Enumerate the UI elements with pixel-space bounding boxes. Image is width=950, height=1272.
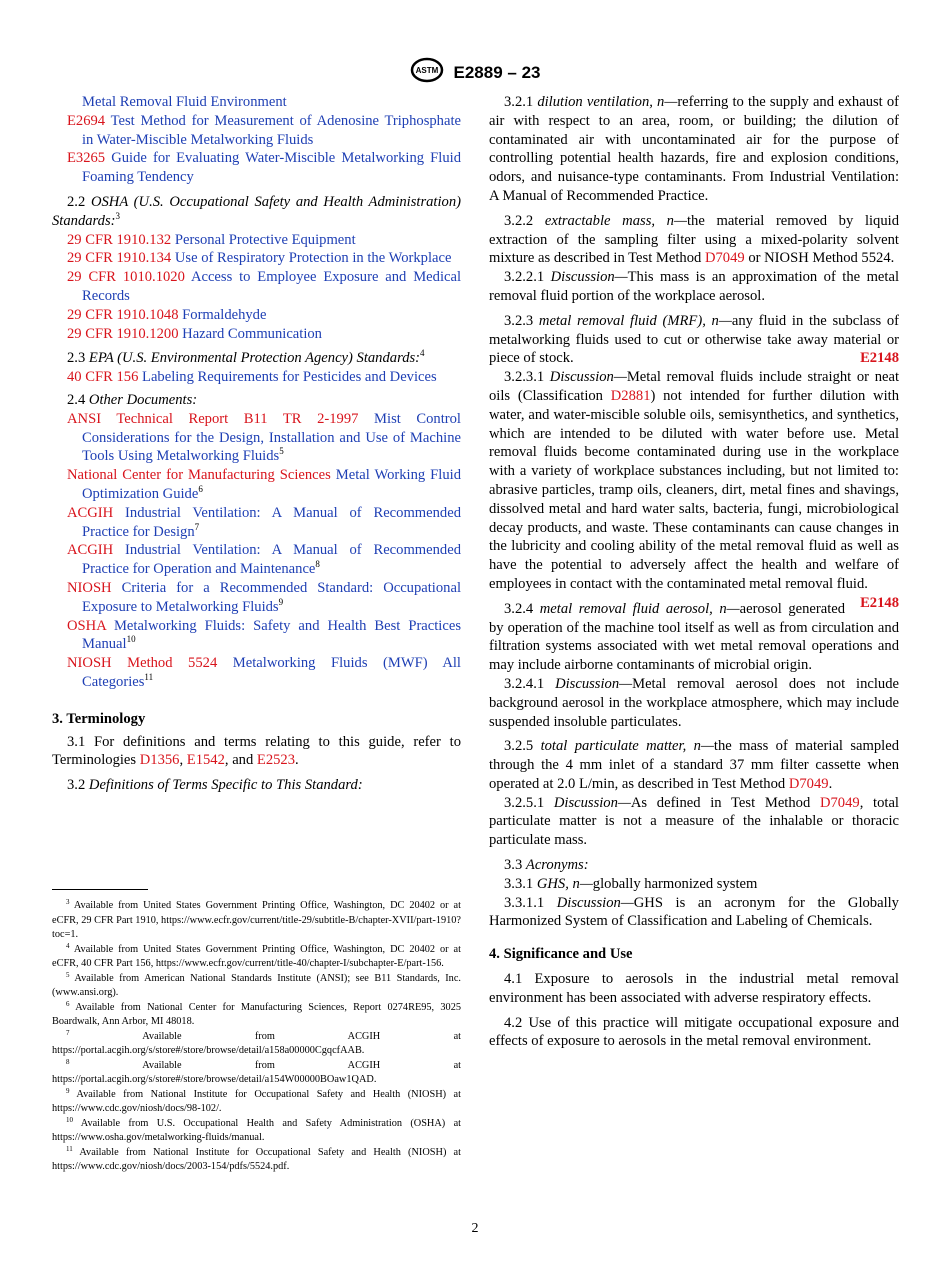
footnote: $^3$ Available from United States Government Printing Office, Washington, DC 20402 or at eCFR, 29 CFR Part 1910, https://www.ecfr.gov/current/title-29/subtitle-B/chapter-XVII/part-1910?toc=1.: [52, 898, 461, 940]
paragraph-3-2: 3.2 Definitions of Terms Specific to This Standard:: [67, 777, 363, 794]
reference-item: [52, 149, 461, 187]
discussion-3-3-1-1: 3.3.1.1 Discussion—GHS is an acronym for the Globally Harmonized System of Classification and Labeling of Chemicals.: [489, 894, 899, 930]
footnote: $^7$ Available from ACGIH at https://portal.acgih.org/s/store#/store/browse/detail/a158a00000CgqcfAAB.: [52, 1028, 461, 1056]
reference-code[interactable]: NIOSH Method 5524: [67, 655, 218, 672]
standard-link[interactable]: E1542: [186, 752, 225, 769]
definition-3-2-1: 3.2.1 dilution ventilation, n—referring to the supply and exhaust of air with respect to an area, room, or building; the dilution of contaminated air with uncontaminated air for the purpose of controlling potential health hazards, fire and explosion conditions, odors, and nuisance-type contaminants. From Industrial Ventilation: A Manual of Recommended Practice.: [489, 94, 899, 204]
reference-link[interactable]: Guide for Evaluating Water-Miscible Metalworking Fluid Foaming Tendency: [82, 150, 461, 186]
footnote: $^5$ Available from American National Standards Institute (ANSI); see B11 Standards, Inc. (www.ansi.org).: [52, 970, 461, 998]
reference-code[interactable]: 29 CFR 1910.132: [67, 231, 172, 248]
footnote: $^{10}$ Available from U.S. Occupational Health and Safety Administration (OSHA) at https://www.osha.gov/metalworking-fluids/manual.: [52, 1115, 462, 1143]
reference-code[interactable]: NIOSH: [67, 579, 112, 596]
svg-text:ASTM: ASTM: [415, 66, 438, 75]
page-number: 2: [471, 1221, 479, 1236]
discussion-3-2-5-1: 3.2.5.1 Discussion—As defined in Test Method D7049, total particulate matter is not a measure of the inhalable or thoracic particulate mass.: [489, 794, 899, 849]
paragraph-4-2: 4.2 Use of this practice will mitigate occupational exposure and effects of exposure to aerosols in the metal removal environment.: [489, 1014, 899, 1050]
reference-code[interactable]: E3265: [67, 150, 106, 167]
footnote: $^8$ Available from ACGIH at https://portal.acgih.org/s/store#/store/browse/detail/a154W00000BOaw1QAD.: [52, 1057, 461, 1085]
reference-item: [52, 249, 461, 268]
standard-link[interactable]: D7049: [788, 775, 829, 792]
reference-item: OSHA Metalworking Fluids: Safety and Health Best Practices Manual$^{10}$: [67, 617, 461, 653]
reference-code[interactable]: National Center for Manufacturing Sciences: [67, 467, 331, 484]
reference-link[interactable]: Metal Working Fluid Optimization Guide: [82, 467, 461, 502]
source-link[interactable]: E2148: [860, 350, 899, 367]
reference-code[interactable]: ACGIH: [67, 542, 114, 559]
right-column: [489, 93, 899, 1051]
reference-link[interactable]: Industrial Ventilation: A Manual of Recommended Practice for Design: [82, 504, 462, 540]
footnote: $^{11}$ Available from National Institute for Occupational Safety and Health (NIOSH) at https://www.cdc.gov/niosh/docs/2003-154/pdfs/5524.pdf.: [52, 1144, 461, 1172]
reference-item: ACGIH Industrial Ventilation: A Manual of Recommended Practice for Design$^7$: [67, 504, 462, 540]
reference-link[interactable]: Metalworking Fluids (MWF) All Categories: [82, 655, 461, 690]
section-2-3: 2.3 EPA (U.S. Environmental Protection Agency) Standards:$^4$: [67, 348, 425, 367]
reference-item: [52, 325, 461, 344]
standard-link[interactable]: D2881: [610, 387, 651, 404]
standard-link[interactable]: D7049: [704, 250, 745, 267]
definition-3-2-2: 3.2.2 extractable mass, n—the material removed by liquid extraction of the sampling filter using a mixed-polarity solvent mixture as described in Test Method D7049 or NIOSH Method 5524.: [489, 212, 899, 267]
reference-item: National Center for Manufacturing Sciences Metal Working Fluid Optimization Guide$^6$: [67, 467, 461, 502]
reference-item: NIOSH Method 5524 Metalworking Fluids (MWF) All Categories$^{11}$: [67, 655, 461, 690]
reference-code[interactable]: 29 CFR 1910.1048: [67, 306, 179, 323]
discussion-3-2-4-1: 3.2.4.1 Discussion—Metal removal aerosol does not include background aerosol in the workplace atmosphere, which may include suspended insoluble particulates.: [489, 675, 900, 730]
source-link[interactable]: E2148: [860, 594, 899, 611]
reference-item: [52, 231, 461, 250]
discussion-3-2-2-1: 3.2.2.1 Discussion—This mass is an approximation of the metal removal fluid portion of the workplace aerosol.: [489, 269, 899, 304]
reference-item: NIOSH Criteria for a Recommended Standard: Occupational Exposure to Metalworking Fluids$^9$: [67, 579, 461, 615]
reference-code[interactable]: 29 CFR 1910.134: [67, 250, 172, 267]
reference-code[interactable]: 29 CFR 1010.1020: [67, 269, 185, 286]
section-heading-terminology: 3. Terminology: [52, 710, 146, 727]
reference-link[interactable]: Formaldehyde: [182, 306, 267, 323]
reference-item: [52, 112, 461, 150]
reference-link[interactable]: Personal Protective Equipment: [174, 231, 356, 248]
footnote-divider: [52, 889, 148, 890]
definition-3-3-1: 3.3.1 GHS, n—globally harmonized system: [504, 875, 758, 892]
reference-link[interactable]: Industrial Ventilation: A Manual of Recommended Practice for Operation and Maintenance: [82, 542, 462, 578]
reference-link[interactable]: Test Method for Measurement of Adenosine Triphosphate in Water-Miscible Metalworking Fluids: [82, 112, 461, 148]
reference-code[interactable]: 40 CFR 156: [67, 369, 139, 386]
definition-3-2-4: 3.2.4 metal removal fluid aerosol, n—aerosol generated by operation of the machine tool itself as well as from circulation and filtration systems associated with wet metal removal operations and may include airborne contaminants of microbial origin.: [489, 600, 899, 674]
definition-3-2-3: 3.2.3 metal removal fluid (MRF), n—any fluid in the subclass of metalworking fluids used to cut or otherwise take away material or piece of stock. E2148: [489, 312, 900, 367]
reference-link[interactable]: Criteria for a Recommended Standard: Occupational Exposure to Metalworking Fluids: [82, 579, 461, 615]
reference-link[interactable]: Access to Employee Exposure and Medical Records: [82, 269, 462, 304]
reference-link[interactable]: Use of Respiratory Protection in the Workplace: [174, 250, 452, 267]
paragraph-4-1: 4.1 Exposure to aerosols in the industrial metal removal environment has been associated with adverse respiratory effects.: [489, 971, 899, 1006]
reference-continuation: [52, 93, 461, 112]
document-designation: E2889 – 23: [453, 62, 541, 82]
reference-code[interactable]: OSHA: [67, 617, 106, 634]
discussion-3-2-3-1: 3.2.3.1 Discussion—Metal removal fluids include straight or neat oils (Classification D2881) not intended for further dilution with water, and water-miscible soluble oils, semisynthetics, and synthetics, which are intended to be diluted with water before use. Metal removal fluids become contaminated during use in the workplace with a variety of workplace substances including, but not limited to: abrasive particles, tramp oils, cleaners, dirt, metal fines and shavings, dissolved metal and hard water salts, bacteria, fungi, microbiological decay products, and waste. These contaminants can cause changes in the lubricity and cooling ability of the metal removal fluid as well as have the potential to adversely affect the health and welfare of employees in contact with the contaminated metal removal fluid. E2148: [489, 369, 899, 611]
definition-3-2-5: 3.2.5 total particulate matter, n—the mass of material sampled through the 4 mm inlet of a standard 37 mm filter cassette when operated at 2.0 L/min, as described in Test Method D7049.: [489, 738, 899, 792]
reference-link[interactable]: Metal Removal Fluid Environment: [82, 94, 287, 110]
reference-item: ACGIH Industrial Ventilation: A Manual of Recommended Practice for Operation and Maintenance$^8$: [67, 542, 462, 578]
section-2-4: 2.4 Other Documents:: [67, 391, 198, 408]
reference-link[interactable]: Labeling Requirements for Pesticides and Devices: [142, 369, 437, 386]
reference-link[interactable]: Mist Control Considerations for the Design, Installation and Use of Machine Tools Using Metalworking Fluids: [82, 410, 461, 465]
reference-link[interactable]: Hazard Communication: [182, 325, 322, 342]
footnotes: [52, 899, 461, 1175]
paragraph-3-1: 3.1 For definitions and terms relating to this guide, refer to Terminologies D1356, E1542, and E2523.: [52, 733, 461, 769]
astm-logo-icon: [410, 57, 444, 88]
standard-link[interactable]: D7049: [819, 794, 860, 811]
reference-item: ANSI Technical Report B11 TR 2-1997 Mist Control Considerations for the Design, Installation and Use of Machine Tools Using Metalworking Fluids$^5$: [67, 410, 461, 465]
reference-code[interactable]: E2694: [67, 112, 106, 129]
reference-code[interactable]: ANSI Technical Report B11 TR 2-1997: [67, 410, 359, 427]
standard-link[interactable]: D1356: [139, 752, 180, 769]
footnote: $^9$ Available from National Institute for Occupational Safety and Health (NIOSH) at https://www.cdc.gov/niosh/docs/98-102/.: [52, 1086, 461, 1114]
footnote: $^6$ Available from National Center for Manufacturing Sciences, Report 0274RE95, 3025 Boardwalk, Ann Arbor, MI 48018.: [52, 999, 461, 1027]
section-heading-significance: 4. Significance and Use: [489, 946, 633, 963]
reference-item: [52, 268, 461, 306]
left-column: [52, 93, 461, 795]
page-header: [0, 57, 950, 88]
standard-link[interactable]: E2523: [256, 752, 296, 769]
reference-link[interactable]: Metalworking Fluids: Safety and Health Best Practices Manual: [82, 617, 461, 653]
section-3-3: 3.3 Acronyms:: [504, 857, 589, 874]
footnote: $^4$ Available from United States Government Printing Office, Washington, DC 20402 or at eCFR, 40 CFR Part 156, https://www.ecfr.gov/current/title-40/chapter-I/subchapter-E/part-156.: [52, 941, 461, 969]
section-2-2: 2.2 OSHA (U.S. Occupational Safety and Health Administration) Standards:$^3$: [52, 193, 461, 229]
reference-code[interactable]: 29 CFR 1910.1200: [67, 325, 179, 342]
reference-item: [52, 368, 461, 387]
reference-item: [52, 306, 461, 325]
reference-code[interactable]: ACGIH: [67, 504, 114, 521]
